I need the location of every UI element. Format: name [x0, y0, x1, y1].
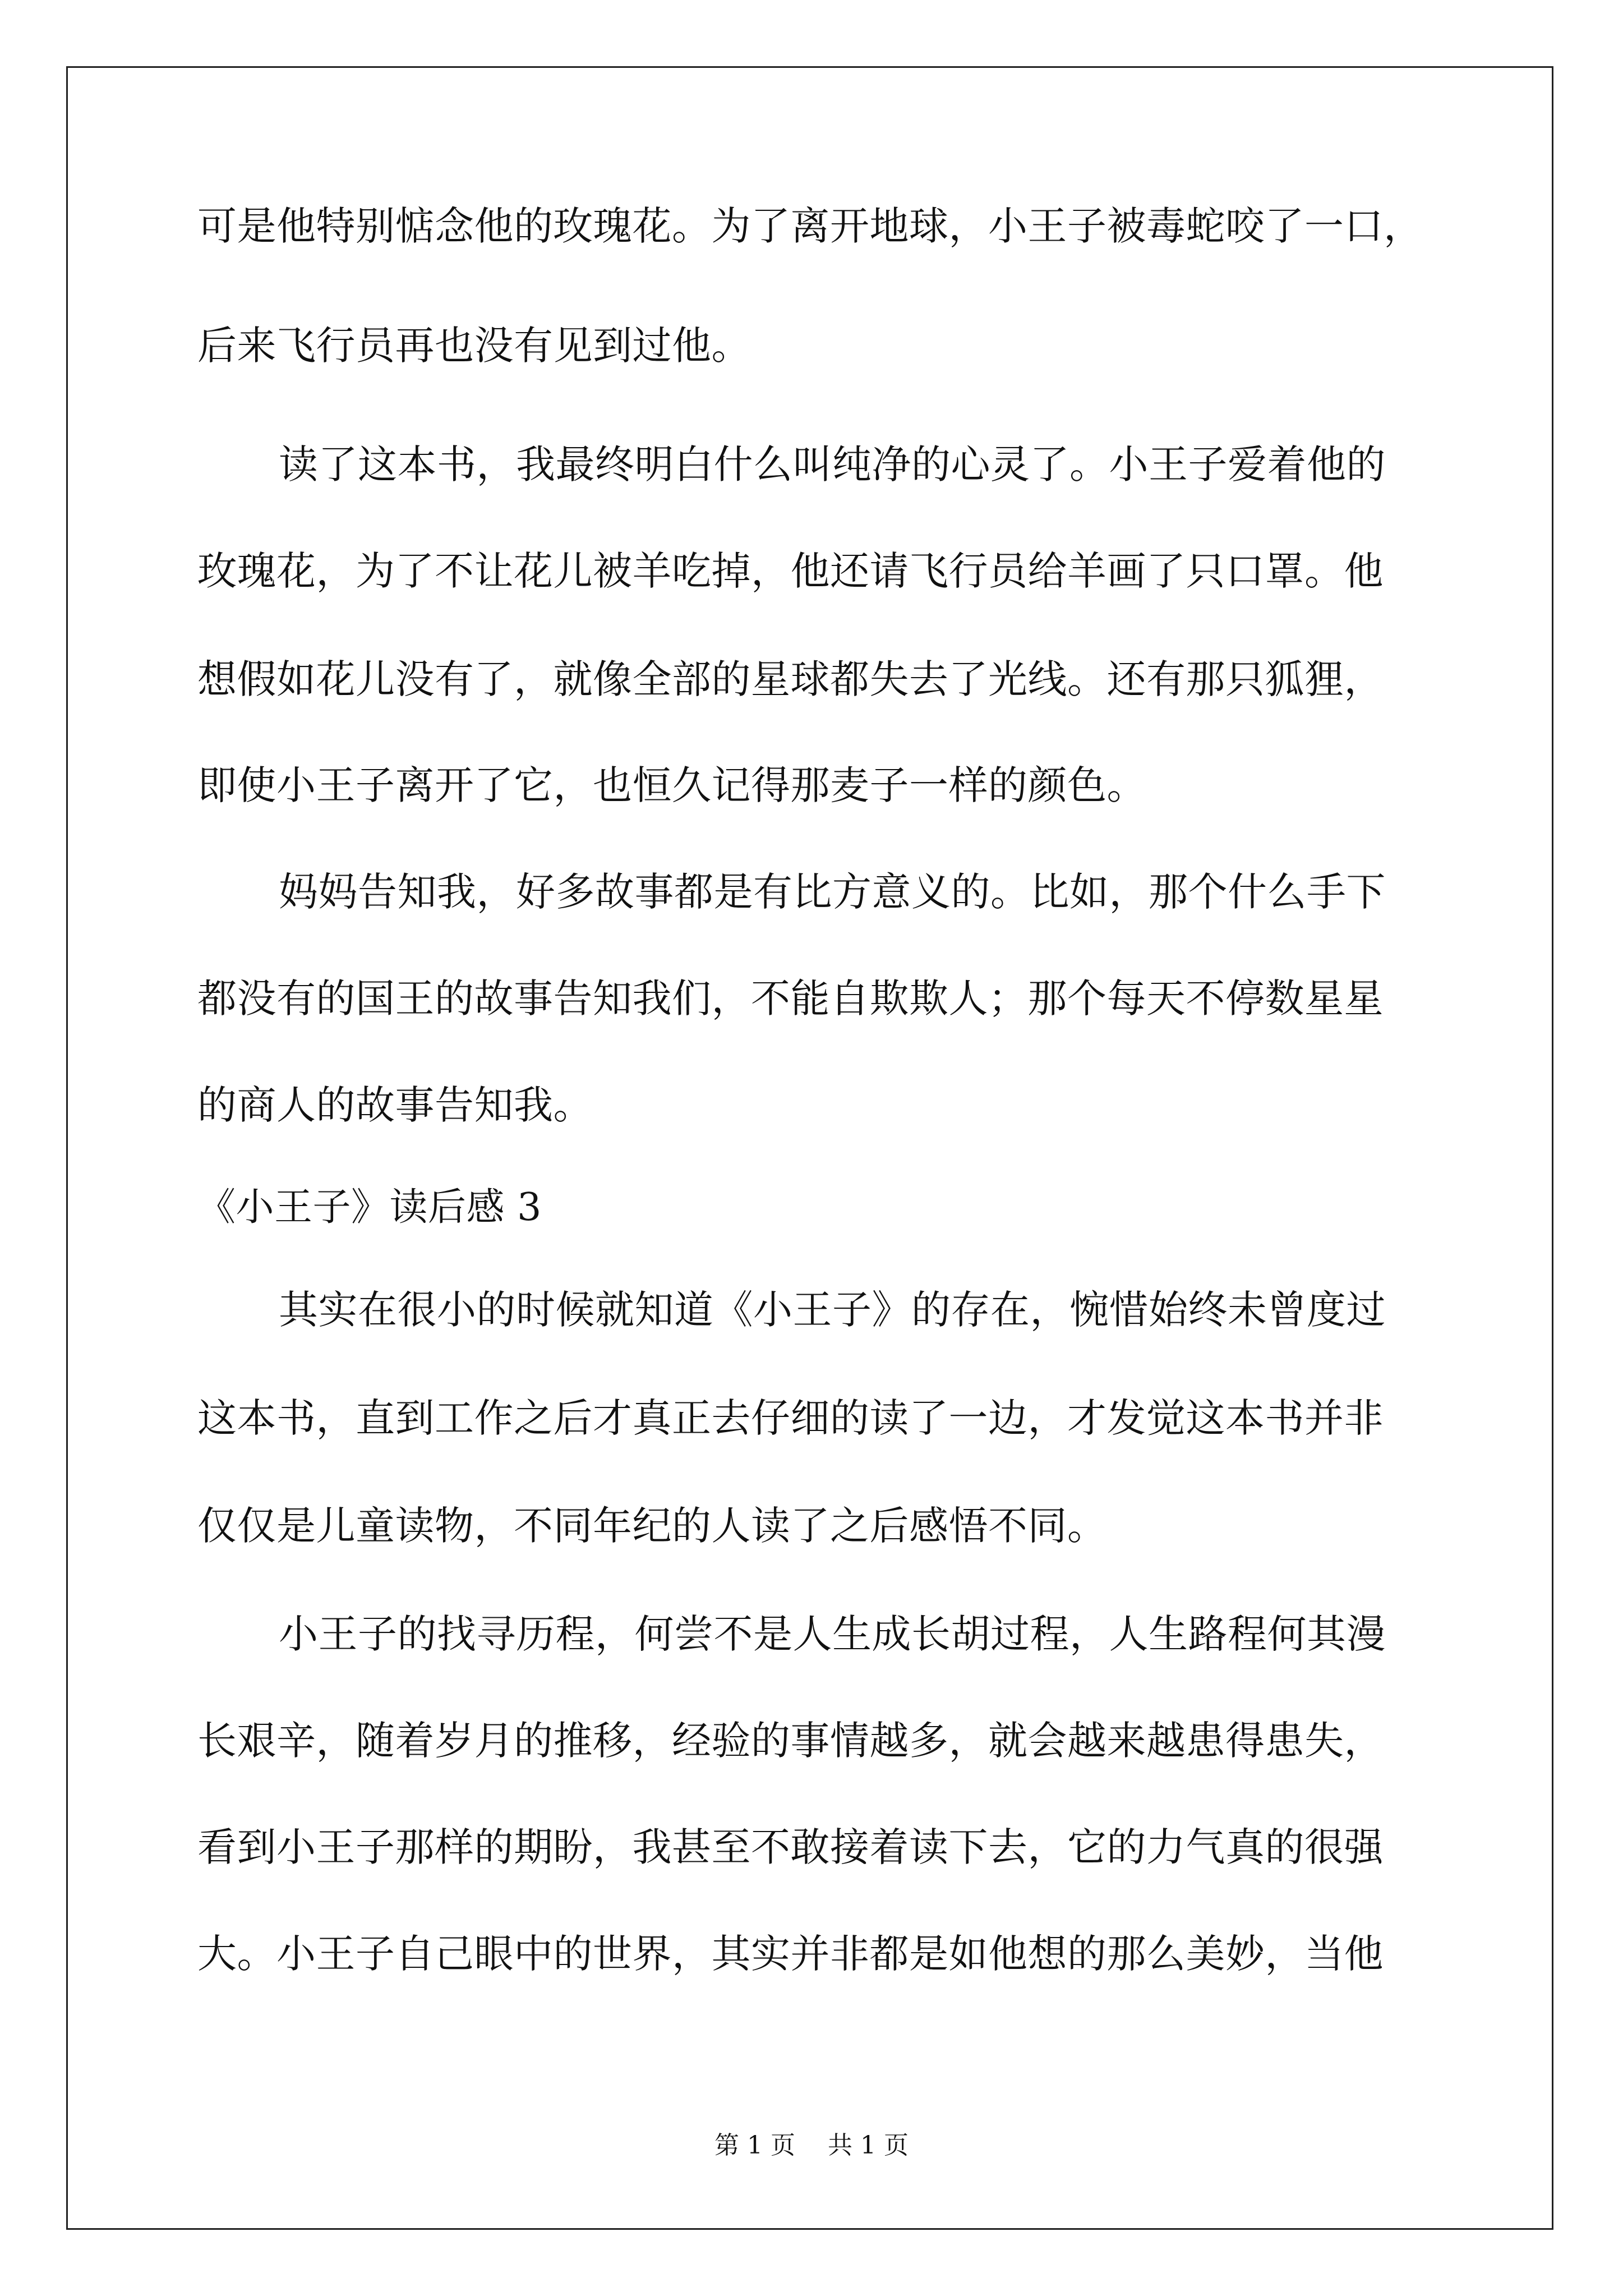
- paragraph-start-line: 读了这本书，我最终明白什么叫纯净的心灵了。小王子爱着他的: [279, 441, 1386, 487]
- text-line: 即使小王子离开了它，也恒久记得那麦子一样的颜色。: [197, 762, 1146, 808]
- text-line: 的商人的故事告知我。: [197, 1082, 593, 1128]
- paragraph-start-line: 妈妈告知我，好多故事都是有比方意义的。比如，那个什么手下: [279, 869, 1386, 915]
- text-line: 长艰辛，随着岁月的推移，经验的事情越多，就会越来越患得患失，: [197, 1718, 1384, 1764]
- section-heading: 《小王子》读后感 3: [197, 1185, 542, 1230]
- text-line: 后来飞行员再也没有见到过他。: [197, 323, 751, 369]
- text-line: 看到小王子那样的期盼，我甚至不敢接着读下去，它的力气真的很强: [197, 1824, 1384, 1870]
- text-line: 仅仅是儿童读物，不同年纪的人读了之后感悟不同。: [197, 1503, 1107, 1549]
- text-line: 都没有的国王的故事告知我们，不能自欺欺人；那个每天不停数星星: [197, 976, 1384, 1022]
- text-line: 想假如花儿没有了，就像全部的星球都失去了光线。还有那只狐狸，: [197, 656, 1384, 702]
- page-border: [66, 66, 1553, 2230]
- text-line: 大。小王子自己眼中的世界，其实并非都是如他想的那么美妙，当他: [197, 1931, 1384, 1977]
- text-line: 这本书，直到工作之后才真正去仔细的读了一边，才发觉这本书并非: [197, 1395, 1384, 1441]
- paragraph-start-line: 其实在很小的时候就知道《小王子》的存在，惋惜始终未曾度过: [279, 1287, 1386, 1333]
- page-number-footer: 第 1 页 共 1 页: [714, 2131, 909, 2160]
- text-line: 可是他特别惦念他的玫瑰花。为了离开地球，小王子被毒蛇咬了一口，: [197, 203, 1423, 249]
- paragraph-start-line: 小王子的找寻历程，何尝不是人生成长胡过程，人生路程何其漫: [279, 1611, 1386, 1657]
- text-line: 玫瑰花，为了不让花儿被羊吃掉，他还请飞行员给羊画了只口罩。他: [197, 548, 1384, 594]
